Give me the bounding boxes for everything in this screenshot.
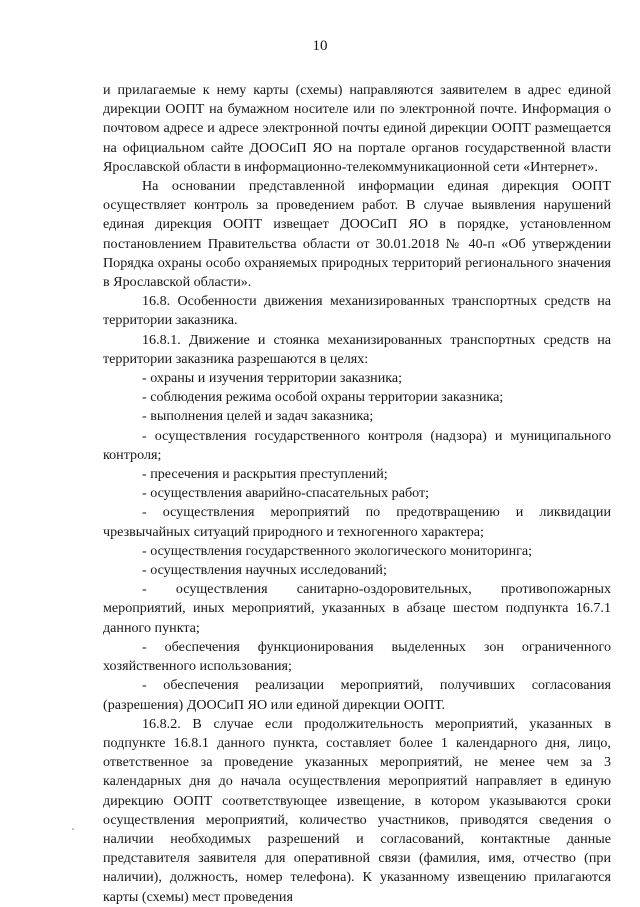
list-item: - обеспечения функционирования выделенных зон ограниченного хозяйственного использования; (103, 638, 611, 675)
list-item: - осуществления научных исследований; (142, 562, 387, 579)
list-item: - соблюдения режима особой охраны территории заказника; (142, 389, 504, 406)
paragraph-continuation: и прилагаемые к нему карты (схемы) направляются заявителем в адрес единой дирекции ООПТ на бумажном носителе или по электронной почте. Информация о почтовом адресе и адресе электронной почты единой дирекции ООПТ размещается на официальном сайте ДООСиП ЯО на портале органов государственной власти Ярославской области в информационно-телекоммуникационной сети «Интернет». (103, 82, 611, 175)
paragraph-16-8-2: 16.8.2. В случае если продолжительность мероприятий, указанных в подпункте 16.8.1 данного пункта, составляет более 1 календарного дня, лицо, ответственное за проведение указанных мероприятий, не менее чем за 3 календарных дня до начала осуществления мероприятий направляет в единую дирекцию ООПТ соответствующее извещение, в котором указываются сроки осуществления мероприятий, количество участников, приводятся сведения о наличии необходимых разрешений и согласований, контактные данные представителя заявителя для оперативной связи (фамилия, имя, отчество (при наличии), должность, номер телефона). К указанному извещению прилагаются карты (схемы) мест проведения (103, 715, 611, 905)
list-item: - охраны и изучения территории заказника; (142, 370, 403, 387)
document-body (103, 81, 611, 907)
list-item: - пресечения и раскрытия преступлений; (142, 466, 388, 483)
paragraph-control: На основании представленной информации единая дирекция ООПТ осуществляет контроль за проведением работ. В случае выявления нарушений единая дирекция ООПТ извещает ДООСиП ЯО в порядке, установленном постановлением Правительства области от 30.01.2018 № 40-п «Об утверждении Порядка охраны особо охраняемых природных территорий регионального значения в Ярославской области». (103, 178, 611, 291)
list-item: - осуществления аварийно-спасательных работ; (142, 485, 430, 502)
paragraph-16-8-1: 16.8.1. Движение и стоянка механизированных транспортных средств на территории заказника разрешаются в целях: (103, 331, 611, 367)
list-item: - выполнения целей и задач заказника; (142, 408, 374, 425)
list-item: - осуществления государственного контроля (надзора) и муниципального контроля; (103, 427, 611, 463)
list-item: - обеспечения реализации мероприятий, получивших согласования (разрешения) ДООСиП ЯО или единой дирекции ООПТ. (103, 677, 611, 713)
page-number: 10 (312, 38, 328, 54)
section-heading-16-8: 16.8. Особенности движения механизированных транспортных средств на территории заказника. (103, 293, 611, 329)
scan-artifact-dot (72, 828, 74, 830)
list-item: - осуществления мероприятий по предотвращению и ликвидации чрезвычайных ситуаций природного и техногенного характера; (103, 504, 611, 540)
list-item: - осуществления санитарно-оздоровительных, противопожарных мероприятий, иных мероприятий, указанных в абзаце шестом подпункта 16.7.1 данного пункта; (103, 581, 611, 636)
list-item: - осуществления государственного экологического мониторинга; (142, 542, 533, 559)
